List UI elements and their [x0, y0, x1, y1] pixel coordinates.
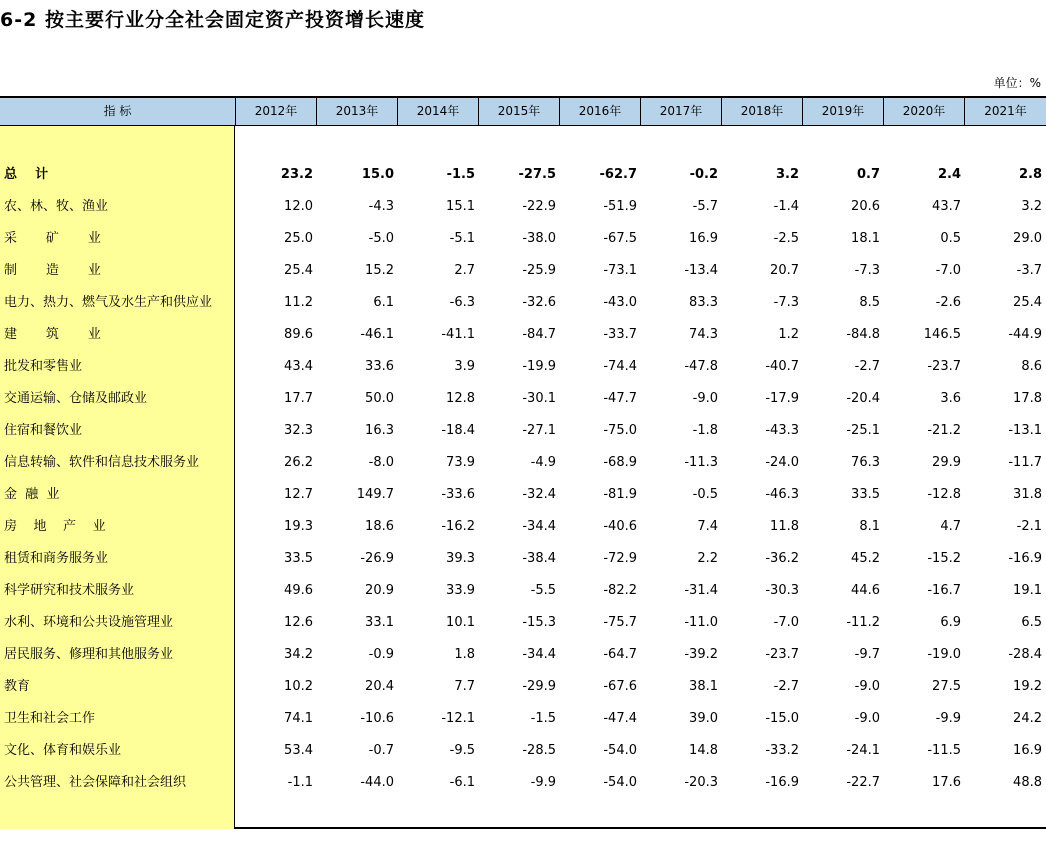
- table-cell: -0.7: [368, 743, 394, 758]
- table-row: [0, 351, 1046, 383]
- table-cell: -13.4: [684, 263, 718, 278]
- table-cell: 15.1: [446, 199, 475, 214]
- table-cell: -9.9: [530, 775, 556, 790]
- table-cell: -1.8: [692, 423, 718, 438]
- table-cell: -8.0: [368, 455, 394, 470]
- table-cell: 8.5: [859, 295, 880, 310]
- table-cell: -9.7: [854, 647, 880, 662]
- table-cell: 0.5: [940, 231, 961, 246]
- table-cell: 31.8: [1013, 487, 1042, 502]
- row-label: 房 地 产 业: [4, 519, 106, 534]
- row-label: 居民服务、修理和其他服务业: [4, 647, 174, 662]
- table-cell: 4.7: [940, 519, 961, 534]
- table-cell: 39.3: [446, 551, 475, 566]
- table-cell: 12.6: [284, 615, 313, 630]
- table-cell: 50.0: [365, 391, 394, 406]
- table-cell: -0.5: [692, 487, 718, 502]
- table-cell: -15.3: [522, 615, 556, 630]
- table-cell: 25.4: [1013, 295, 1042, 310]
- table-cell: -16.7: [927, 583, 961, 598]
- table-cell: -9.0: [854, 679, 880, 694]
- table-cell: -11.7: [1008, 455, 1042, 470]
- table-cell: -9.9: [935, 711, 961, 726]
- table-cell: -5.1: [449, 231, 475, 246]
- table-cell: 89.6: [284, 327, 313, 342]
- table-cell: -43.3: [765, 423, 799, 438]
- table-cell: -44.0: [360, 775, 394, 790]
- table-cell: -11.0: [684, 615, 718, 630]
- table-cell: -33.7: [603, 327, 637, 342]
- table-row: [0, 255, 1046, 287]
- table-cell: -32.6: [522, 295, 556, 310]
- row-label: 公共管理、社会保障和社会组织: [4, 775, 187, 790]
- table-cell: 33.9: [446, 583, 475, 598]
- table-cell: 10.1: [446, 615, 475, 630]
- table-cell: 83.3: [689, 295, 718, 310]
- table-cell: -15.2: [927, 551, 961, 566]
- table-cell: 33.5: [851, 487, 880, 502]
- table-cell: -12.1: [441, 711, 475, 726]
- table-cell: 19.2: [1013, 679, 1042, 694]
- table-cell: -43.0: [603, 295, 637, 310]
- row-label: 建 筑 业: [4, 327, 101, 342]
- row-label: 电力、热力、燃气及水生产和供应业: [4, 295, 213, 310]
- header-year: 2019年: [803, 98, 884, 125]
- table-cell: 6.5: [1021, 615, 1042, 630]
- data-table: [0, 96, 1046, 829]
- table-cell: -23.7: [765, 647, 799, 662]
- header-year: 2021年: [984, 104, 1027, 118]
- table-cell: -75.0: [603, 423, 637, 438]
- header-indicator: 指 标: [0, 98, 236, 125]
- table-row: [0, 575, 1046, 607]
- table-row: [0, 607, 1046, 639]
- table-cell: 17.6: [932, 775, 961, 790]
- table-cell: -40.6: [603, 519, 637, 534]
- table-cell: 43.7: [932, 199, 961, 214]
- row-label: 水利、环境和公共设施管理业: [4, 615, 174, 630]
- table-cell: 14.8: [689, 743, 718, 758]
- table-cell: -22.7: [846, 775, 880, 790]
- table-cell: 7.7: [454, 679, 475, 694]
- table-row: [0, 671, 1046, 703]
- table-cell: -1.4: [773, 199, 799, 214]
- table-cell: -67.5: [603, 231, 637, 246]
- table-cell: -27.1: [522, 423, 556, 438]
- table-cell: 3.6: [940, 391, 961, 406]
- table-cell: 24.2: [1013, 711, 1042, 726]
- table-cell: 27.5: [932, 679, 961, 694]
- table-cell: 7.4: [697, 519, 718, 534]
- row-label: 金 融 业: [4, 487, 60, 502]
- row-label: 信息转输、软件和信息技术服务业: [4, 455, 200, 470]
- table-cell: -51.9: [603, 199, 637, 214]
- table-cell: 146.5: [923, 327, 961, 342]
- table-cell: -7.0: [935, 263, 961, 278]
- table-cell: 74.1: [284, 711, 313, 726]
- header-year: 2017年: [641, 98, 722, 125]
- table-cell: -28.4: [1008, 647, 1042, 662]
- table-cell: -32.4: [522, 487, 556, 502]
- table-cell: -38.4: [522, 551, 556, 566]
- table-cell: 26.2: [284, 455, 313, 470]
- table-header: [0, 98, 1046, 126]
- table-row: [0, 639, 1046, 671]
- table-cell: 11.8: [770, 519, 799, 534]
- table-cell: 20.7: [770, 263, 799, 278]
- table-cell: 43.4: [284, 359, 313, 374]
- table-row: [0, 511, 1046, 543]
- table-cell: -38.0: [522, 231, 556, 246]
- table-cell: -11.2: [846, 615, 880, 630]
- table-cell: -7.3: [854, 263, 880, 278]
- table-cell: -0.9: [368, 647, 394, 662]
- table-cell: 48.8: [1013, 775, 1042, 790]
- header-year: 2020年: [884, 98, 965, 125]
- table-cell: -34.4: [522, 647, 556, 662]
- table-cell: -27.5: [518, 167, 556, 182]
- table-cell: 8.6: [1021, 359, 1042, 374]
- table-cell: 19.1: [1013, 583, 1042, 598]
- table-cell: 1.2: [778, 327, 799, 342]
- table-cell: -16.2: [441, 519, 475, 534]
- table-cell: 17.8: [1013, 391, 1042, 406]
- table-cell: -64.7: [603, 647, 637, 662]
- table-cell: -10.6: [360, 711, 394, 726]
- table-cell: -19.9: [522, 359, 556, 374]
- table-cell: -2.7: [773, 679, 799, 694]
- table-cell: -9.5: [449, 743, 475, 758]
- table-cell: 74.3: [689, 327, 718, 342]
- header-year: 2012年: [236, 98, 317, 125]
- table-cell: -15.0: [765, 711, 799, 726]
- table-cell: -1.5: [530, 711, 556, 726]
- header-year: 2018年: [722, 98, 803, 125]
- table-cell: -2.5: [773, 231, 799, 246]
- table-cell: -9.0: [692, 391, 718, 406]
- table-cell: 25.4: [284, 263, 313, 278]
- table-row: [0, 383, 1046, 415]
- table-cell: -2.6: [935, 295, 961, 310]
- table-cell: -28.5: [522, 743, 556, 758]
- table-cell: 19.3: [284, 519, 313, 534]
- table-cell: -11.3: [684, 455, 718, 470]
- table-cell: -25.1: [846, 423, 880, 438]
- table-cell: 29.0: [1013, 231, 1042, 246]
- table-cell: -74.4: [603, 359, 637, 374]
- header-year: 2013年: [317, 98, 398, 125]
- table-cell: 33.1: [365, 615, 394, 630]
- table-cell: -7.0: [773, 615, 799, 630]
- table-cell: 32.3: [284, 423, 313, 438]
- table-cell: -84.7: [522, 327, 556, 342]
- table-cell: -29.9: [522, 679, 556, 694]
- table-cell: -1.5: [446, 167, 475, 182]
- table-cell: -5.5: [530, 583, 556, 598]
- table-cell: 20.9: [365, 583, 394, 598]
- table-cell: -34.4: [522, 519, 556, 534]
- table-cell: -1.1: [287, 775, 313, 790]
- table-cell: -46.1: [360, 327, 394, 342]
- table-cell: 73.9: [446, 455, 475, 470]
- table-cell: 15.0: [361, 167, 394, 182]
- header-year: 2016年: [560, 98, 641, 125]
- row-label: 交通运输、仓储及邮政业: [4, 391, 148, 406]
- table-cell: 17.7: [284, 391, 313, 406]
- table-row: [0, 479, 1046, 511]
- table-cell: -24.1: [846, 743, 880, 758]
- table-cell: 3.9: [454, 359, 475, 374]
- table-cell: 20.6: [851, 199, 880, 214]
- row-label: 住宿和餐饮业: [4, 423, 83, 438]
- table-cell: -30.1: [522, 391, 556, 406]
- table-cell: -5.7: [692, 199, 718, 214]
- table-cell: -39.2: [684, 647, 718, 662]
- table-cell: -4.9: [530, 455, 556, 470]
- table-row: [0, 767, 1046, 799]
- table-row: [0, 287, 1046, 319]
- table-cell: -30.3: [765, 583, 799, 598]
- table-row: [0, 223, 1046, 255]
- table-cell: -36.2: [765, 551, 799, 566]
- table-cell: -54.0: [603, 775, 637, 790]
- table-cell: -9.0: [854, 711, 880, 726]
- table-row: [0, 735, 1046, 767]
- table-cell: 16.9: [1013, 743, 1042, 758]
- table-cell: -47.4: [603, 711, 637, 726]
- row-label: 制 造 业: [4, 263, 101, 278]
- table-cell: 29.9: [932, 455, 961, 470]
- table-cell: -13.1: [1008, 423, 1042, 438]
- table-cell: -20.4: [846, 391, 880, 406]
- table-cell: 18.6: [365, 519, 394, 534]
- table-cell: -18.4: [441, 423, 475, 438]
- table-cell: -16.9: [1008, 551, 1042, 566]
- table-cell: -40.7: [765, 359, 799, 374]
- table-cell: 33.6: [365, 359, 394, 374]
- table-cell: -67.6: [603, 679, 637, 694]
- table-cell: -11.5: [927, 743, 961, 758]
- table-cell: -4.3: [368, 199, 394, 214]
- table-cell: 6.9: [940, 615, 961, 630]
- table-row: [0, 415, 1046, 447]
- table-cell: 53.4: [284, 743, 313, 758]
- row-label: 批发和零售业: [4, 359, 83, 374]
- table-cell: 23.2: [280, 167, 313, 182]
- row-label: 文化、体育和娱乐业: [4, 743, 122, 758]
- table-cell: 18.1: [851, 231, 880, 246]
- table-cell: -82.2: [603, 583, 637, 598]
- table-cell: -81.9: [603, 487, 637, 502]
- table-cell: -72.9: [603, 551, 637, 566]
- table-cell: 6.1: [373, 295, 394, 310]
- table-cell: 38.1: [689, 679, 718, 694]
- table-row: [0, 447, 1046, 479]
- table-cell: -2.7: [854, 359, 880, 374]
- table-row: [0, 159, 1046, 191]
- table-row: [0, 319, 1046, 351]
- table-cell: 25.0: [284, 231, 313, 246]
- table-cell: -31.4: [684, 583, 718, 598]
- row-label: 采 矿 业: [4, 231, 101, 246]
- table-cell: 49.6: [284, 583, 313, 598]
- table-cell: 2.2: [697, 551, 718, 566]
- table-cell: -3.7: [1016, 263, 1042, 278]
- table-cell: 20.4: [365, 679, 394, 694]
- table-cell: -46.3: [765, 487, 799, 502]
- unit-label: 单位：%: [993, 76, 1041, 90]
- table-cell: 45.2: [851, 551, 880, 566]
- table-row: [0, 543, 1046, 575]
- header-year: 2014年: [398, 98, 479, 125]
- table-cell: -54.0: [603, 743, 637, 758]
- table-cell: -33.2: [765, 743, 799, 758]
- header-year: 2015年: [479, 98, 560, 125]
- table-cell: -62.7: [599, 167, 637, 182]
- table-cell: 12.7: [284, 487, 313, 502]
- table-cell: -22.9: [522, 199, 556, 214]
- table-row: [0, 703, 1046, 735]
- table-cell: -33.6: [441, 487, 475, 502]
- table-cell: -7.3: [773, 295, 799, 310]
- table-cell: -47.7: [603, 391, 637, 406]
- table-cell: 1.8: [454, 647, 475, 662]
- table-cell: -26.9: [360, 551, 394, 566]
- page-title: 6-2 按主要行业分全社会固定资产投资增长速度: [0, 9, 425, 31]
- table-cell: 2.8: [1018, 167, 1042, 182]
- table-cell: 3.2: [775, 167, 799, 182]
- table-cell: 16.9: [689, 231, 718, 246]
- table-cell: -20.3: [684, 775, 718, 790]
- row-label: 科学研究和技术服务业: [4, 583, 135, 598]
- table-cell: -0.2: [689, 167, 718, 182]
- table-cell: -47.8: [684, 359, 718, 374]
- table-cell: -21.2: [927, 423, 961, 438]
- table-cell: 12.0: [284, 199, 313, 214]
- table-cell: -5.0: [368, 231, 394, 246]
- table-row: [0, 191, 1046, 223]
- table-cell: 0.7: [856, 167, 880, 182]
- table-cell: -73.1: [603, 263, 637, 278]
- table-cell: -16.9: [765, 775, 799, 790]
- table-cell: 149.7: [356, 487, 394, 502]
- table-cell: 12.8: [446, 391, 475, 406]
- row-label: 总 计: [4, 167, 49, 182]
- table-cell: -6.3: [449, 295, 475, 310]
- table-cell: -23.7: [927, 359, 961, 374]
- row-label: 农、林、牧、渔业: [4, 199, 109, 214]
- table-cell: -75.7: [603, 615, 637, 630]
- table-cell: 39.0: [689, 711, 718, 726]
- table-cell: 3.2: [1021, 199, 1042, 214]
- table-cell: -6.1: [449, 775, 475, 790]
- table-cell: 10.2: [284, 679, 313, 694]
- table-cell: -24.0: [765, 455, 799, 470]
- row-label: 租赁和商务服务业: [4, 551, 109, 566]
- table-cell: 16.3: [365, 423, 394, 438]
- row-label: 教育: [4, 679, 31, 694]
- table-cell: 8.1: [859, 519, 880, 534]
- table-cell: -41.1: [441, 327, 475, 342]
- table-cell: -25.9: [522, 263, 556, 278]
- table-cell: 2.4: [937, 167, 961, 182]
- table-cell: -12.8: [927, 487, 961, 502]
- row-label: 卫生和社会工作: [4, 711, 96, 726]
- table-cell: -84.8: [846, 327, 880, 342]
- table-cell: -68.9: [603, 455, 637, 470]
- table-cell: 33.5: [284, 551, 313, 566]
- table-cell: -17.9: [765, 391, 799, 406]
- table-cell: 15.2: [365, 263, 394, 278]
- table-cell: 2.7: [454, 263, 475, 278]
- table-cell: -19.0: [927, 647, 961, 662]
- table-cell: -44.9: [1008, 327, 1042, 342]
- table-cell: 76.3: [851, 455, 880, 470]
- table-cell: 34.2: [284, 647, 313, 662]
- table-cell: -2.1: [1016, 519, 1042, 534]
- table-cell: 11.2: [284, 295, 313, 310]
- table-cell: 44.6: [851, 583, 880, 598]
